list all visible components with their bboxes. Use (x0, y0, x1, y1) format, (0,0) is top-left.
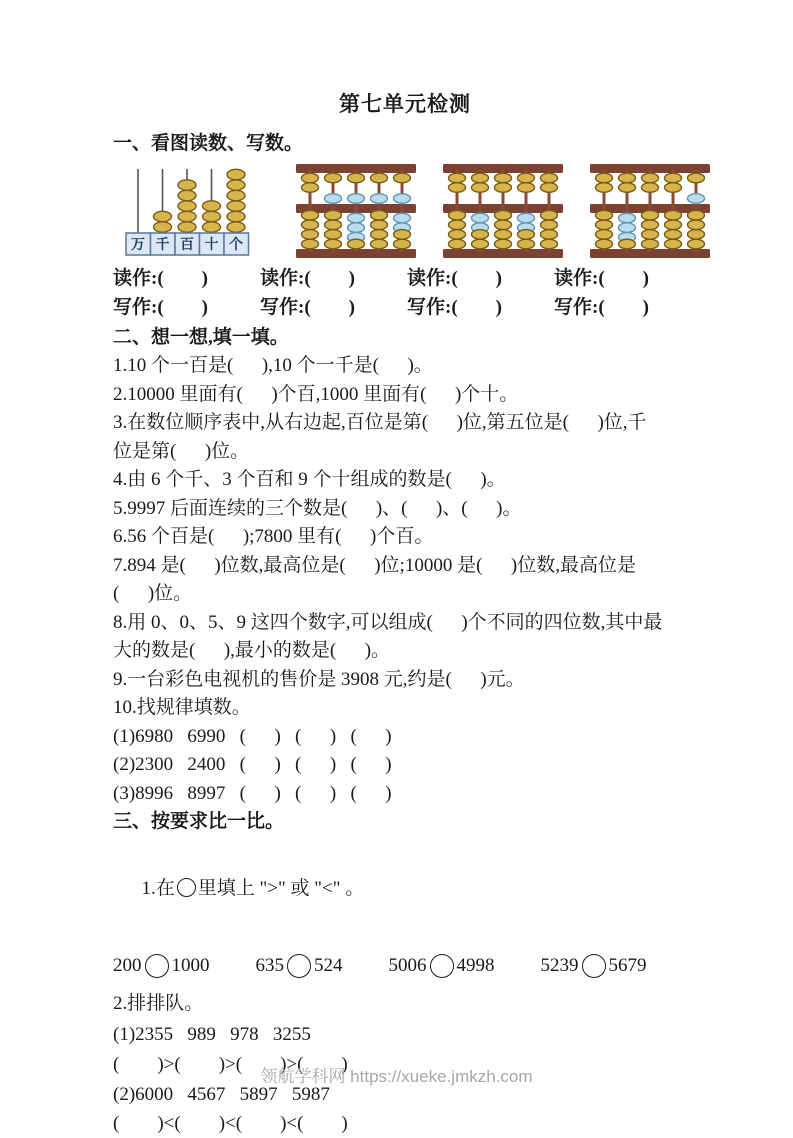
ordering-numbers-1: (1)2355 989 978 3255 (113, 1024, 311, 1045)
comparison-item-1 (113, 954, 210, 978)
section3-heading: 三、按要求比一比。 (113, 811, 285, 832)
comparison-left: 5239 (540, 955, 579, 976)
comparison-item-2 (256, 954, 343, 978)
compare-instruction-suffix: 里填上 ">" 或 "<" 。 (197, 878, 365, 899)
comparison-item-3 (389, 954, 495, 978)
svg-text:十: 十 (204, 238, 218, 253)
svg-text:百: 百 (179, 238, 194, 253)
comparison-right: 5679 (608, 955, 647, 976)
circle-blank-icon (430, 954, 454, 978)
circle-blank-icon (287, 954, 311, 978)
ordering-blanks-1: ( )>( )>( )>( ) (113, 1054, 348, 1075)
svg-text:千: 千 (155, 238, 169, 253)
write-as-blank-1: 写作:( ) (113, 297, 208, 318)
circle-blank-icon (177, 878, 196, 897)
ordering-blanks-2: ( )<( )<( )<( ) (113, 1113, 348, 1134)
circle-blank-icon (145, 954, 169, 978)
section1-images-row (113, 162, 697, 262)
svg-text:个: 个 (228, 238, 243, 253)
write-as-blank-2: 写作:( ) (260, 297, 355, 318)
section2-heading: 二、想一想,填一填。 (113, 327, 289, 348)
answer-col-3 (407, 264, 554, 322)
abacus-image-3 (588, 162, 712, 265)
compare-instruction (113, 838, 697, 940)
abacus-cell-1 (282, 162, 429, 265)
question-line: 9.一台彩色电视机的售价是 3908 元,约是( )元。 (113, 668, 525, 690)
question-line: 6.56 个百是( );7800 里有( )个百。 (113, 526, 434, 547)
comparison-left: 200 (113, 955, 142, 976)
abacus-cell-2 (429, 162, 576, 265)
answer-col-4 (554, 264, 701, 322)
comparison-left: 5006 (388, 955, 427, 976)
question-line: 1.10 个一百是( ),10 个一千是( )。 (113, 355, 433, 376)
counting-rack-image (121, 166, 253, 265)
read-as-blank-1: 读作:( ) (113, 268, 208, 289)
svg-text:万: 万 (130, 238, 145, 253)
question-line: 5.9997 后面连续的三个数是( )、( )、( )。 (113, 497, 522, 519)
question-line: ( )位。 (113, 583, 193, 604)
write-as-blank-4: 写作:( ) (554, 297, 649, 318)
section1-heading: 一、看图读数、写数。 (113, 133, 304, 154)
comparison-left: 635 (255, 955, 284, 976)
read-as-blank-4: 读作:( ) (554, 268, 649, 289)
abacus-image-1 (294, 162, 418, 265)
comparison-row (113, 954, 697, 978)
question-line: 大的数是( ),最小的数是( )。 (113, 640, 391, 661)
answer-col-1 (113, 264, 260, 322)
site-watermark: 领航学科网 https://xueke.jmkzh.com (260, 1067, 533, 1086)
comparison-right: 1000 (171, 955, 210, 976)
answer-col-2 (260, 264, 407, 322)
read-as-blank-2: 读作:( ) (260, 268, 355, 289)
pattern-line-3: (3)8996 8997 ( ) ( ) ( ) (113, 782, 392, 804)
compare-instruction-prefix: 1.在 (141, 878, 175, 899)
ordering-heading: 2.排排队。 (113, 993, 204, 1014)
ordering-numbers-2: (2)6000 4567 5897 5987 (113, 1084, 330, 1105)
question-line: 8.用 0、0、5、9 这四个数字,可以组成( )个不同的四位数,其中最 (113, 611, 663, 633)
comparison-item-4 (541, 954, 647, 978)
pattern-line-1: (1)6980 6990 ( ) ( ) ( ) (113, 725, 392, 747)
worksheet-content (0, 88, 793, 1138)
question-line: 2.10000 里面有( )个百,1000 里面有( )个十。 (113, 383, 519, 405)
page-title: 第七单元检测 (339, 92, 471, 116)
read-as-blank-3: 读作:( ) (407, 268, 502, 289)
question-line: 7.894 是( )位数,最高位是( )位;10000 是( )位数,最高位是 (113, 554, 636, 576)
comparison-right: 524 (314, 955, 343, 976)
abacus-image-2 (441, 162, 565, 265)
counting-rack-cell (113, 166, 260, 265)
question-line: 4.由 6 个千、3 个百和 9 个十组成的数是( )。 (113, 469, 506, 490)
section1-answers-row (113, 264, 697, 322)
pattern-line-2: (2)2300 2400 ( ) ( ) ( ) (113, 754, 392, 775)
comparison-right: 4998 (456, 955, 495, 976)
circle-blank-icon (582, 954, 606, 978)
write-as-blank-3: 写作:( ) (407, 297, 502, 318)
question-line: 3.在数位顺序表中,从右边起,百位是第( )位,第五位是( )位,千 (113, 412, 647, 433)
question-line: 位是第( )位。 (113, 440, 250, 462)
question-line: 10.找规律填数。 (113, 697, 251, 718)
abacus-cell-3 (576, 162, 723, 265)
